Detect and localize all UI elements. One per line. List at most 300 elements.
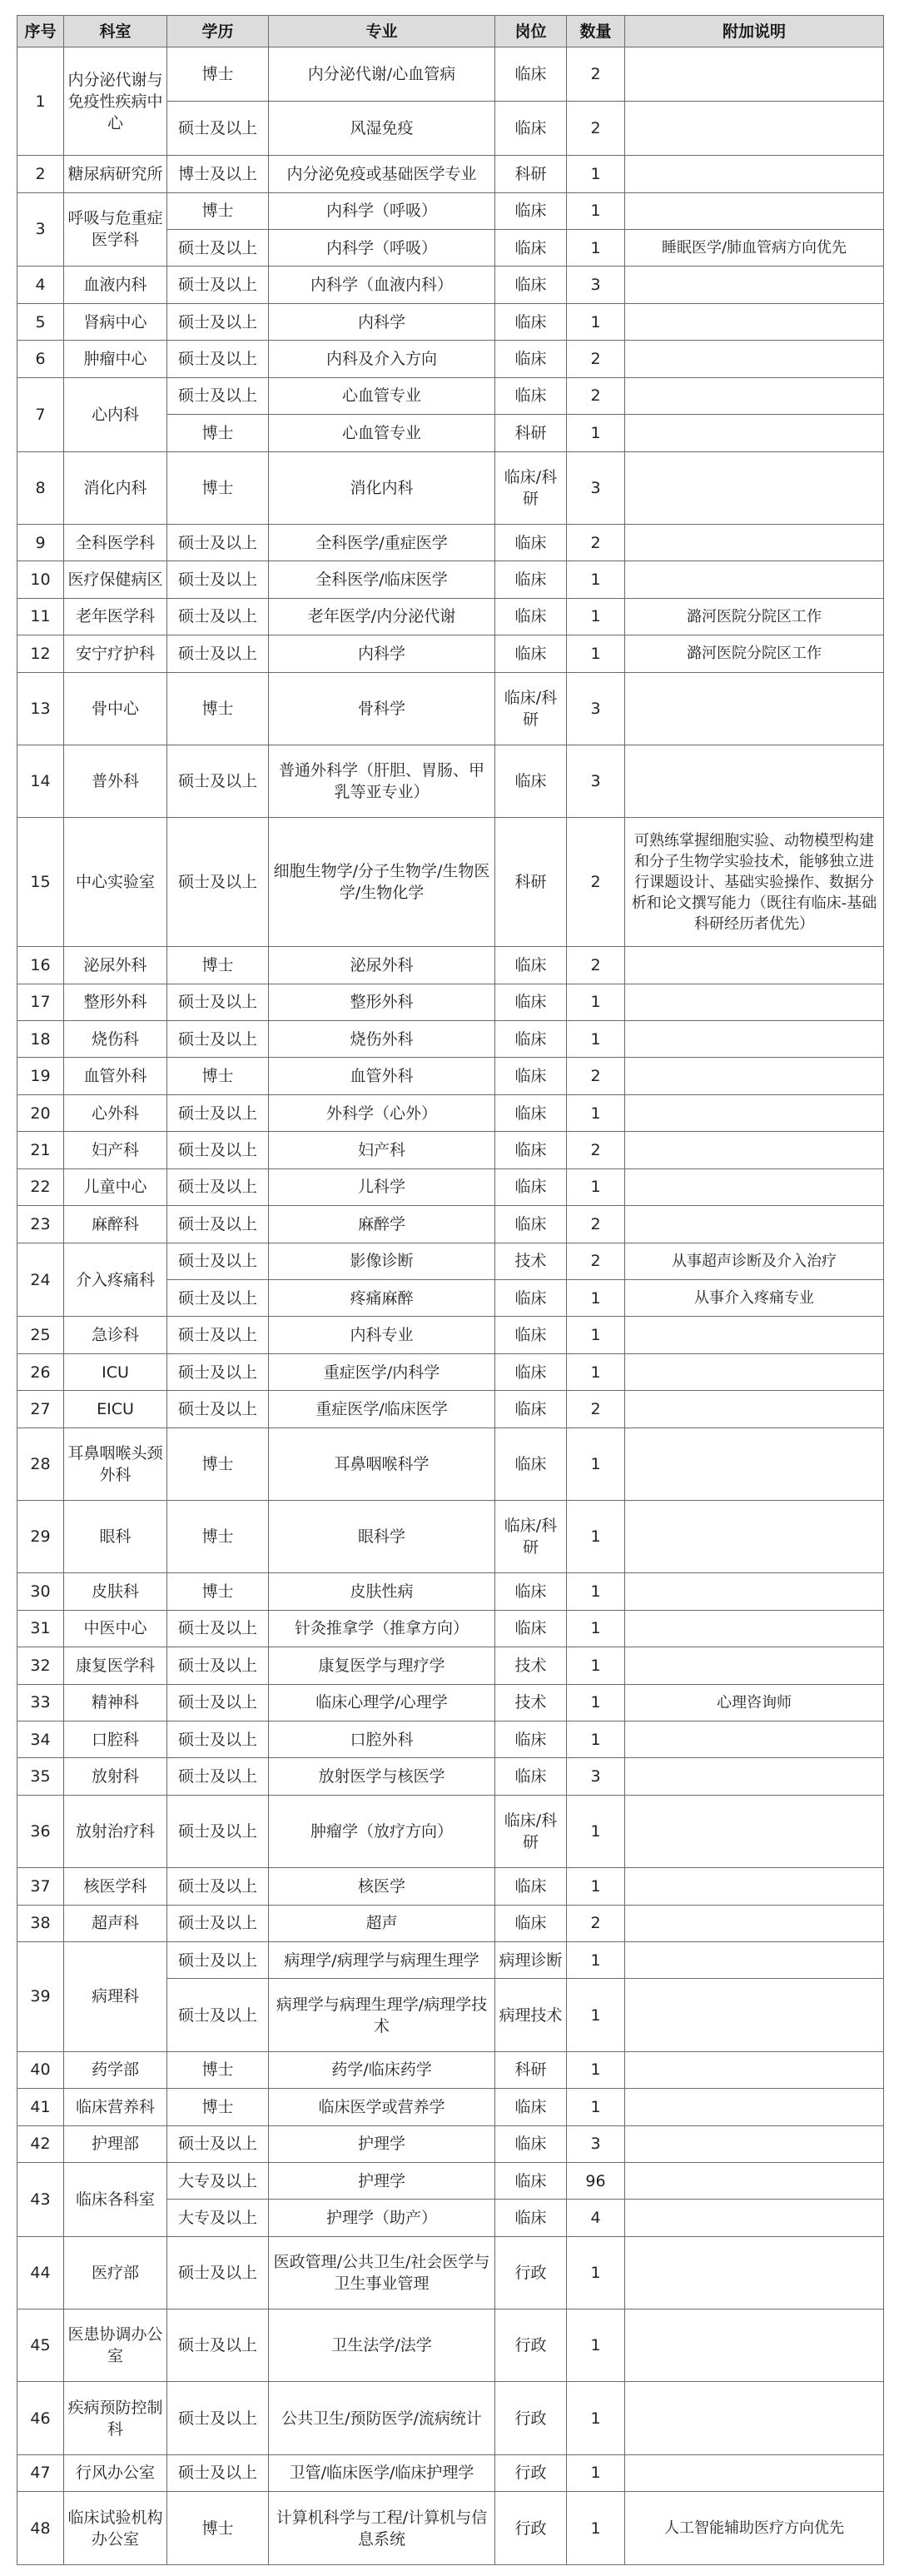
table-row	[17, 1168, 884, 1205]
note-cell	[625, 341, 884, 377]
post-cell: 行政	[495, 2454, 567, 2491]
post-cell: 临床	[495, 2089, 567, 2125]
count-cell: 1	[567, 1317, 625, 1353]
table-row	[17, 1317, 884, 1353]
note-cell	[625, 156, 884, 192]
note-cell	[625, 303, 884, 340]
major-cell: 外科学（心外）	[269, 1094, 495, 1131]
major-cell: 内科学（血液内科）	[269, 267, 495, 303]
education-cell: 博士	[167, 415, 269, 451]
major-cell: 疼痛麻醉	[269, 1280, 495, 1317]
note-cell	[625, 377, 884, 414]
department-cell: 医疗部	[64, 2236, 167, 2309]
department-cell: 放射科	[64, 1758, 167, 1795]
note-cell	[625, 1132, 884, 1168]
count-cell: 1	[567, 1094, 625, 1131]
education-cell: 博士	[167, 1501, 269, 1573]
table-row	[17, 1206, 884, 1243]
row-number: 33	[17, 1684, 64, 1721]
post-cell: 临床	[495, 1610, 567, 1647]
row-number: 4	[17, 267, 64, 303]
table-row	[17, 377, 884, 414]
post-cell: 临床	[495, 947, 567, 984]
count-cell: 1	[567, 2089, 625, 2125]
note-cell	[625, 451, 884, 524]
department-cell: 行风办公室	[64, 2454, 167, 2491]
department-cell: 医疗保健病区	[64, 561, 167, 598]
row-number: 24	[17, 1243, 64, 1317]
education-cell: 硕士及以上	[167, 524, 269, 561]
table-row	[17, 1391, 884, 1428]
note-cell	[625, 1391, 884, 1428]
major-cell: 医政管理/公共卫生/社会医学与卫生事业管理	[269, 2236, 495, 2309]
education-cell: 硕士及以上	[167, 102, 269, 156]
table-row	[17, 451, 884, 524]
table-row	[17, 1020, 884, 1057]
table-row	[17, 2454, 884, 2491]
education-cell: 硕士及以上	[167, 1206, 269, 1243]
major-cell: 护理学	[269, 2125, 495, 2162]
post-cell: 临床/科研	[495, 1795, 567, 1867]
row-number: 19	[17, 1058, 64, 1094]
post-cell: 行政	[495, 2492, 567, 2565]
table-row	[17, 2382, 884, 2454]
major-cell: 普通外科学（肝胆、胃肠、甲乳等亚专业）	[269, 745, 495, 817]
major-cell: 针灸推拿学（推拿方向）	[269, 1610, 495, 1647]
row-number: 10	[17, 561, 64, 598]
row-number: 48	[17, 2492, 64, 2565]
note-cell	[625, 984, 884, 1020]
education-cell: 硕士及以上	[167, 1168, 269, 1205]
education-cell: 硕士及以上	[167, 2236, 269, 2309]
table-row	[17, 47, 884, 102]
count-cell: 1	[567, 2492, 625, 2565]
post-cell: 临床	[495, 341, 567, 377]
education-cell: 硕士及以上	[167, 1094, 269, 1131]
department-cell: 介入疼痛科	[64, 1243, 167, 1317]
count-cell: 2	[567, 818, 625, 947]
education-cell: 硕士及以上	[167, 341, 269, 377]
row-number: 7	[17, 377, 64, 451]
education-cell: 博士	[167, 672, 269, 745]
note-cell: 从事超声诊断及介入治疗	[625, 1243, 884, 1279]
count-cell: 2	[567, 102, 625, 156]
education-cell: 硕士及以上	[167, 267, 269, 303]
row-number: 31	[17, 1610, 64, 1647]
post-cell: 临床	[495, 102, 567, 156]
count-cell: 1	[567, 1501, 625, 1573]
note-cell	[625, 2309, 884, 2382]
education-cell: 硕士及以上	[167, 818, 269, 947]
note-header: 附加说明	[625, 16, 884, 47]
no-header: 序号	[17, 16, 64, 47]
row-number: 21	[17, 1132, 64, 1168]
row-number: 42	[17, 2125, 64, 2162]
count-cell: 2	[567, 1243, 625, 1279]
department-cell: 烧伤科	[64, 1020, 167, 1057]
department-cell: 全科医学科	[64, 524, 167, 561]
table-row	[17, 524, 884, 561]
post-cell: 临床	[495, 192, 567, 229]
post-cell: 临床	[495, 267, 567, 303]
department-cell: 康复医学科	[64, 1647, 167, 1684]
table-row	[17, 1132, 884, 1168]
row-number: 26	[17, 1353, 64, 1390]
count-cell: 1	[567, 984, 625, 1020]
row-number: 30	[17, 1573, 64, 1610]
education-cell: 博士	[167, 47, 269, 102]
post-cell: 临床	[495, 1868, 567, 1905]
row-number: 2	[17, 156, 64, 192]
department-cell: 整形外科	[64, 984, 167, 1020]
note-cell	[625, 672, 884, 745]
major-cell: 超声	[269, 1905, 495, 1941]
post-cell: 临床	[495, 1353, 567, 1390]
note-cell	[625, 2125, 884, 2162]
major-cell: 内科学（呼吸）	[269, 229, 495, 266]
department-cell: 麻醉科	[64, 1206, 167, 1243]
department-cell: 消化内科	[64, 451, 167, 524]
table-row	[17, 1610, 884, 1647]
post-cell: 临床	[495, 1132, 567, 1168]
count-cell: 2	[567, 1206, 625, 1243]
major-cell: 全科医学/重症医学	[269, 524, 495, 561]
table-row	[17, 267, 884, 303]
education-cell: 硕士及以上	[167, 2309, 269, 2382]
post-cell: 临床	[495, 1168, 567, 1205]
count-cell: 1	[567, 1647, 625, 1684]
table-row	[17, 947, 884, 984]
row-number: 35	[17, 1758, 64, 1795]
row-number: 22	[17, 1168, 64, 1205]
count-cell: 3	[567, 451, 625, 524]
row-number: 40	[17, 2051, 64, 2088]
note-cell	[625, 1573, 884, 1610]
major-cell: 肿瘤学（放疗方向）	[269, 1795, 495, 1867]
note-cell	[625, 1317, 884, 1353]
count-cell: 1	[567, 635, 625, 672]
major-cell: 内科学	[269, 635, 495, 672]
count-cell: 1	[567, 561, 625, 598]
count-cell: 4	[567, 2200, 625, 2236]
department-cell: 疾病预防控制科	[64, 2382, 167, 2454]
education-cell: 硕士及以上	[167, 1243, 269, 1279]
table-row	[17, 635, 884, 672]
department-cell: 普外科	[64, 745, 167, 817]
major-cell: 临床心理学/心理学	[269, 1684, 495, 1721]
major-cell: 骨科学	[269, 672, 495, 745]
education-cell: 博士及以上	[167, 156, 269, 192]
department-cell: 医患协调办公室	[64, 2309, 167, 2382]
row-number: 47	[17, 2454, 64, 2491]
major-cell: 内科专业	[269, 1317, 495, 1353]
row-number: 45	[17, 2309, 64, 2382]
major-cell: 烧伤外科	[269, 1020, 495, 1057]
major-cell: 泌尿外科	[269, 947, 495, 984]
post-cell: 临床	[495, 524, 567, 561]
count-cell: 3	[567, 672, 625, 745]
row-number: 46	[17, 2382, 64, 2454]
row-number: 27	[17, 1391, 64, 1428]
note-cell: 心理咨询师	[625, 1684, 884, 1721]
education-cell: 硕士及以上	[167, 1391, 269, 1428]
note-cell	[625, 2454, 884, 2491]
major-cell: 内科及介入方向	[269, 341, 495, 377]
post-cell: 临床	[495, 229, 567, 266]
education-cell: 硕士及以上	[167, 1979, 269, 2051]
major-cell: 内分泌代谢/心血管病	[269, 47, 495, 102]
note-cell	[625, 1721, 884, 1758]
row-number: 32	[17, 1647, 64, 1684]
count-cell: 3	[567, 745, 625, 817]
table-row	[17, 2125, 884, 2162]
count-cell: 2	[567, 1905, 625, 1941]
post-cell: 行政	[495, 2236, 567, 2309]
education-cell: 硕士及以上	[167, 1758, 269, 1795]
education-cell: 博士	[167, 947, 269, 984]
table-row	[17, 1243, 884, 1279]
count-cell: 1	[567, 1020, 625, 1057]
count-cell: 2	[567, 1391, 625, 1428]
count-cell: 1	[567, 1353, 625, 1390]
note-cell	[625, 2089, 884, 2125]
row-number: 39	[17, 1942, 64, 2052]
row-number: 3	[17, 192, 64, 267]
major-cell: 重症医学/临床医学	[269, 1391, 495, 1428]
table-row	[17, 672, 884, 745]
department-cell: 内分泌代谢与免疫性疾病中心	[64, 47, 167, 156]
post-cell: 临床	[495, 1020, 567, 1057]
department-cell: 肿瘤中心	[64, 341, 167, 377]
major-cell: 内科学（呼吸）	[269, 192, 495, 229]
row-number: 36	[17, 1795, 64, 1867]
department-cell: 糖尿病研究所	[64, 156, 167, 192]
post-cell: 临床/科研	[495, 451, 567, 524]
major-cell: 妇产科	[269, 1132, 495, 1168]
education-cell: 博士	[167, 2089, 269, 2125]
education-cell: 硕士及以上	[167, 1317, 269, 1353]
major-cell: 重症医学/内科学	[269, 1353, 495, 1390]
major-cell: 皮肤性病	[269, 1573, 495, 1610]
post-cell: 技术	[495, 1684, 567, 1721]
row-number: 38	[17, 1905, 64, 1941]
table-row	[17, 1721, 884, 1758]
note-cell	[625, 1353, 884, 1390]
education-cell: 硕士及以上	[167, 1132, 269, 1168]
count-cell: 1	[567, 1979, 625, 2051]
table-body	[17, 47, 884, 2565]
major-cell: 护理学（助产）	[269, 2200, 495, 2236]
education-cell: 博士	[167, 1058, 269, 1094]
major-cell: 血管外科	[269, 1058, 495, 1094]
post-cell: 临床	[495, 47, 567, 102]
note-cell	[625, 267, 884, 303]
count-cell: 2	[567, 524, 625, 561]
note-cell	[625, 1428, 884, 1500]
post-cell: 临床	[495, 1758, 567, 1795]
row-number: 16	[17, 947, 64, 984]
row-number: 11	[17, 598, 64, 635]
note-cell: 人工智能辅助医疗方向优先	[625, 2492, 884, 2565]
department-cell: 儿童中心	[64, 1168, 167, 1205]
count-cell: 2	[567, 947, 625, 984]
department-cell: 精神科	[64, 1684, 167, 1721]
note-cell	[625, 2236, 884, 2309]
post-cell: 临床	[495, 598, 567, 635]
table-row	[17, 2051, 884, 2088]
post-cell: 临床	[495, 1206, 567, 1243]
row-number: 13	[17, 672, 64, 745]
count-cell: 1	[567, 2382, 625, 2454]
row-number: 44	[17, 2236, 64, 2309]
table-row	[17, 341, 884, 377]
department-cell: 中医中心	[64, 1610, 167, 1647]
table-row	[17, 303, 884, 340]
count-cell: 3	[567, 2125, 625, 2162]
major-cell: 耳鼻咽喉科学	[269, 1428, 495, 1500]
note-cell	[625, 1094, 884, 1131]
table-row	[17, 2089, 884, 2125]
note-cell	[625, 415, 884, 451]
post-cell: 临床	[495, 2125, 567, 2162]
department-cell: 老年医学科	[64, 598, 167, 635]
table-row	[17, 1058, 884, 1094]
department-cell: 心内科	[64, 377, 167, 451]
education-cell: 硕士及以上	[167, 1020, 269, 1057]
count-cell: 1	[567, 303, 625, 340]
department-cell: 急诊科	[64, 1317, 167, 1353]
post-cell: 技术	[495, 1647, 567, 1684]
department-cell: 眼科	[64, 1501, 167, 1573]
post-cell: 行政	[495, 2309, 567, 2382]
count-cell: 2	[567, 341, 625, 377]
major-cell: 护理学	[269, 2163, 495, 2200]
post-cell: 临床	[495, 1280, 567, 1317]
department-cell: 病理科	[64, 1942, 167, 2052]
note-cell	[625, 1058, 884, 1094]
education-cell: 硕士及以上	[167, 635, 269, 672]
education-cell: 硕士及以上	[167, 1647, 269, 1684]
note-cell	[625, 1020, 884, 1057]
major-cell: 消化内科	[269, 451, 495, 524]
department-cell: 药学部	[64, 2051, 167, 2088]
count-cell: 2	[567, 1058, 625, 1094]
row-number: 15	[17, 818, 64, 947]
note-cell	[625, 2382, 884, 2454]
education-cell: 硕士及以上	[167, 1795, 269, 1867]
department-cell: 血管外科	[64, 1058, 167, 1094]
department-cell: 血液内科	[64, 267, 167, 303]
count-cell: 1	[567, 1684, 625, 1721]
count-cell: 1	[567, 229, 625, 266]
education-cell: 硕士及以上	[167, 1942, 269, 1979]
dept-header: 科室	[64, 16, 167, 47]
major-cell: 卫管/临床医学/临床护理学	[269, 2454, 495, 2491]
department-cell: 护理部	[64, 2125, 167, 2162]
row-number: 41	[17, 2089, 64, 2125]
education-cell: 硕士及以上	[167, 2454, 269, 2491]
education-cell: 大专及以上	[167, 2200, 269, 2236]
major-header: 专业	[269, 16, 495, 47]
count-cell: 2	[567, 1132, 625, 1168]
note-cell: 潞河医院分院区工作	[625, 598, 884, 635]
note-cell	[625, 192, 884, 229]
table-row	[17, 192, 884, 229]
education-cell: 硕士及以上	[167, 561, 269, 598]
education-cell: 博士	[167, 192, 269, 229]
major-cell: 风湿免疫	[269, 102, 495, 156]
note-cell	[625, 1168, 884, 1205]
education-cell: 硕士及以上	[167, 2125, 269, 2162]
table-row	[17, 156, 884, 192]
post-cell: 临床	[495, 1721, 567, 1758]
department-cell: 泌尿外科	[64, 947, 167, 984]
row-number: 37	[17, 1868, 64, 1905]
post-cell: 病理诊断	[495, 1942, 567, 1979]
count-cell: 1	[567, 598, 625, 635]
note-cell	[625, 745, 884, 817]
row-number: 29	[17, 1501, 64, 1573]
row-number: 34	[17, 1721, 64, 1758]
row-number: 25	[17, 1317, 64, 1353]
major-cell: 影像诊断	[269, 1243, 495, 1279]
table-row	[17, 745, 884, 817]
count-cell: 1	[567, 415, 625, 451]
row-number: 14	[17, 745, 64, 817]
post-cell: 临床	[495, 1428, 567, 1500]
major-cell: 细胞生物学/分子生物学/生物医学/生物化学	[269, 818, 495, 947]
table-row	[17, 1868, 884, 1905]
post-cell: 临床	[495, 561, 567, 598]
note-cell	[625, 1206, 884, 1243]
department-cell: 放射治疗科	[64, 1795, 167, 1867]
education-cell: 硕士及以上	[167, 2382, 269, 2454]
count-cell: 1	[567, 1721, 625, 1758]
count-cell: 1	[567, 2236, 625, 2309]
post-header: 岗位	[495, 16, 567, 47]
table-row	[17, 1758, 884, 1795]
note-cell	[625, 2051, 884, 2088]
department-cell: 中心实验室	[64, 818, 167, 947]
department-cell: 临床营养科	[64, 2089, 167, 2125]
post-cell: 临床	[495, 1094, 567, 1131]
count-cell: 3	[567, 267, 625, 303]
post-cell: 临床	[495, 635, 567, 672]
department-cell: 核医学科	[64, 1868, 167, 1905]
major-cell: 老年医学/内分泌代谢	[269, 598, 495, 635]
post-cell: 临床	[495, 984, 567, 1020]
count-cell: 2	[567, 377, 625, 414]
education-cell: 博士	[167, 2492, 269, 2565]
count-cell: 1	[567, 2309, 625, 2382]
row-number: 5	[17, 303, 64, 340]
count-cell: 1	[567, 1428, 625, 1500]
post-cell: 行政	[495, 2382, 567, 2454]
count-cell: 1	[567, 1610, 625, 1647]
edu-header: 学历	[167, 16, 269, 47]
department-cell: 骨中心	[64, 672, 167, 745]
table-row	[17, 561, 884, 598]
count-cell: 1	[567, 1168, 625, 1205]
education-cell: 硕士及以上	[167, 1721, 269, 1758]
count-cell: 1	[567, 1280, 625, 1317]
table-row	[17, 1573, 884, 1610]
major-cell: 病理学与病理生理学/病理学技术	[269, 1979, 495, 2051]
major-cell: 心血管专业	[269, 377, 495, 414]
note-cell	[625, 947, 884, 984]
note-cell	[625, 1905, 884, 1941]
major-cell: 康复医学与理疗学	[269, 1647, 495, 1684]
